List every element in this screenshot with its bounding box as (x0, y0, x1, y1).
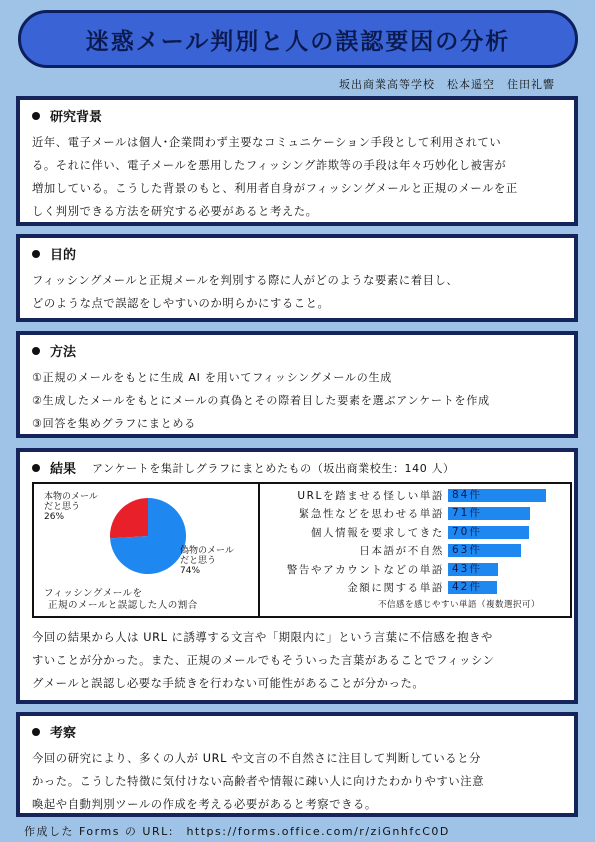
results-subheading: アンケートを集計しグラフにまとめたもの（坂出商業校生：140 人） (92, 461, 455, 475)
bullet-dot-icon (32, 728, 40, 736)
pie-chart-panel (32, 482, 264, 618)
bullet-dot-icon (32, 464, 40, 472)
purpose-section (16, 234, 578, 322)
method-step: ③回答を集めグラフにまとめる (32, 417, 197, 430)
bar: 70件 (448, 526, 529, 539)
bullet-dot-icon (32, 112, 40, 120)
method-step: ①正規のメールをもとに生成 AI を用いてフィッシングメールの生成 (32, 371, 393, 384)
bar-row (264, 525, 529, 539)
bar: 43件 (448, 563, 498, 576)
results-heading: 結果 アンケートを集計しグラフにまとめたもの（坂出商業校生：140 人） (32, 458, 455, 477)
background-heading: 研究背景 (32, 106, 562, 125)
authors: 坂出商業高等学校 松本遥空 住田礼響 (339, 78, 555, 91)
title-banner (18, 10, 578, 68)
method-heading: 方法 (32, 341, 562, 360)
bar: 42件 (448, 581, 497, 594)
discussion-section (16, 712, 578, 817)
bar-chart-panel (258, 482, 572, 618)
bar: 84件 (448, 489, 546, 502)
bar-category-label: 警告やアカウントなどの単語 (286, 563, 444, 576)
purpose-heading: 目的 (32, 244, 562, 263)
bar-row (264, 488, 546, 502)
bar-chart-note: 不信感を感じやすい単語（複数選択可） (377, 600, 540, 610)
bullet-dot-icon (32, 250, 40, 258)
discussion-text: 今回の研究により、多くの人が URL や文言の不自然さに注目して判断していると分 かった。こうした特徴に気付けない高齢者や情報に疎い人に向けたわかりやすい注意 喚起や自動判別ツールの作成を考える必要があると考察できる。 (32, 752, 485, 811)
background-text: 近年、電子メールは個人･企業問わず主要なコミュニケーション手段として利用されてい る。それに伴い、電子メールを悪用したフィッシング詐欺等の手段は年々巧妙化し被害が 増加している。こうした背景のもと、利用者自身がフィッシングメールと正規のメールを正 しく判別できる方法を研究する必要があると考えた。 (32, 136, 518, 218)
bar-row (264, 544, 521, 558)
bar: 63件 (448, 544, 521, 557)
method-list (32, 366, 562, 435)
method-section (16, 331, 578, 438)
bar-category-label: 金額に関する単語 (347, 582, 444, 594)
pie-label-fake: 偽物のメール だと思う 74% (180, 546, 234, 576)
bar: 71件 (448, 507, 530, 520)
bar-row (264, 507, 530, 521)
background-section (16, 96, 578, 226)
poster-title: 迷惑メール判別と人の誤認要因の分析 (85, 28, 511, 55)
purpose-text: フィッシングメールと正規メールを判別する際に人がどのような要素に着目し、 どのような点で誤認をしやすいのか明らかにすること。 (32, 274, 459, 310)
results-section (16, 448, 578, 704)
pie-label-real: 本物のメール だと思う 26% (44, 492, 98, 522)
bar-row (264, 581, 497, 595)
discussion-heading: 考察 (32, 722, 562, 741)
forms-url-footer: 作成した Forms の URL: https://forms.office.com/r/ziGnhfcC0D (24, 825, 450, 838)
bar-category-label: 日本語が不自然 (359, 545, 444, 557)
bar-category-label: URLを踏ませる怪しい単語 (297, 489, 444, 502)
results-text: 今回の結果から人は URL に誘導する文言や「期限内に」という言葉に不信感を抱きや すいことが分かった。また、正規のメールでもそういった言葉があることでフィッシン グメールと誤認し必要な手続きを行わない可能性があることが分かった。 (32, 631, 495, 690)
bullet-dot-icon (32, 347, 40, 355)
bar-row (264, 562, 498, 576)
bar-category-label: 緊急性などを思わせる単語 (298, 508, 444, 520)
bar-category-label: 個人情報を要求してきた (310, 526, 444, 539)
method-step: ②生成したメールをもとにメールの真偽とその際着目した要素を選ぶアンケートを作成 (32, 394, 490, 407)
pie-caption: フィッシングメールを 正規のメールと誤認した人の割合 (44, 588, 198, 611)
pie-slice (110, 498, 148, 538)
